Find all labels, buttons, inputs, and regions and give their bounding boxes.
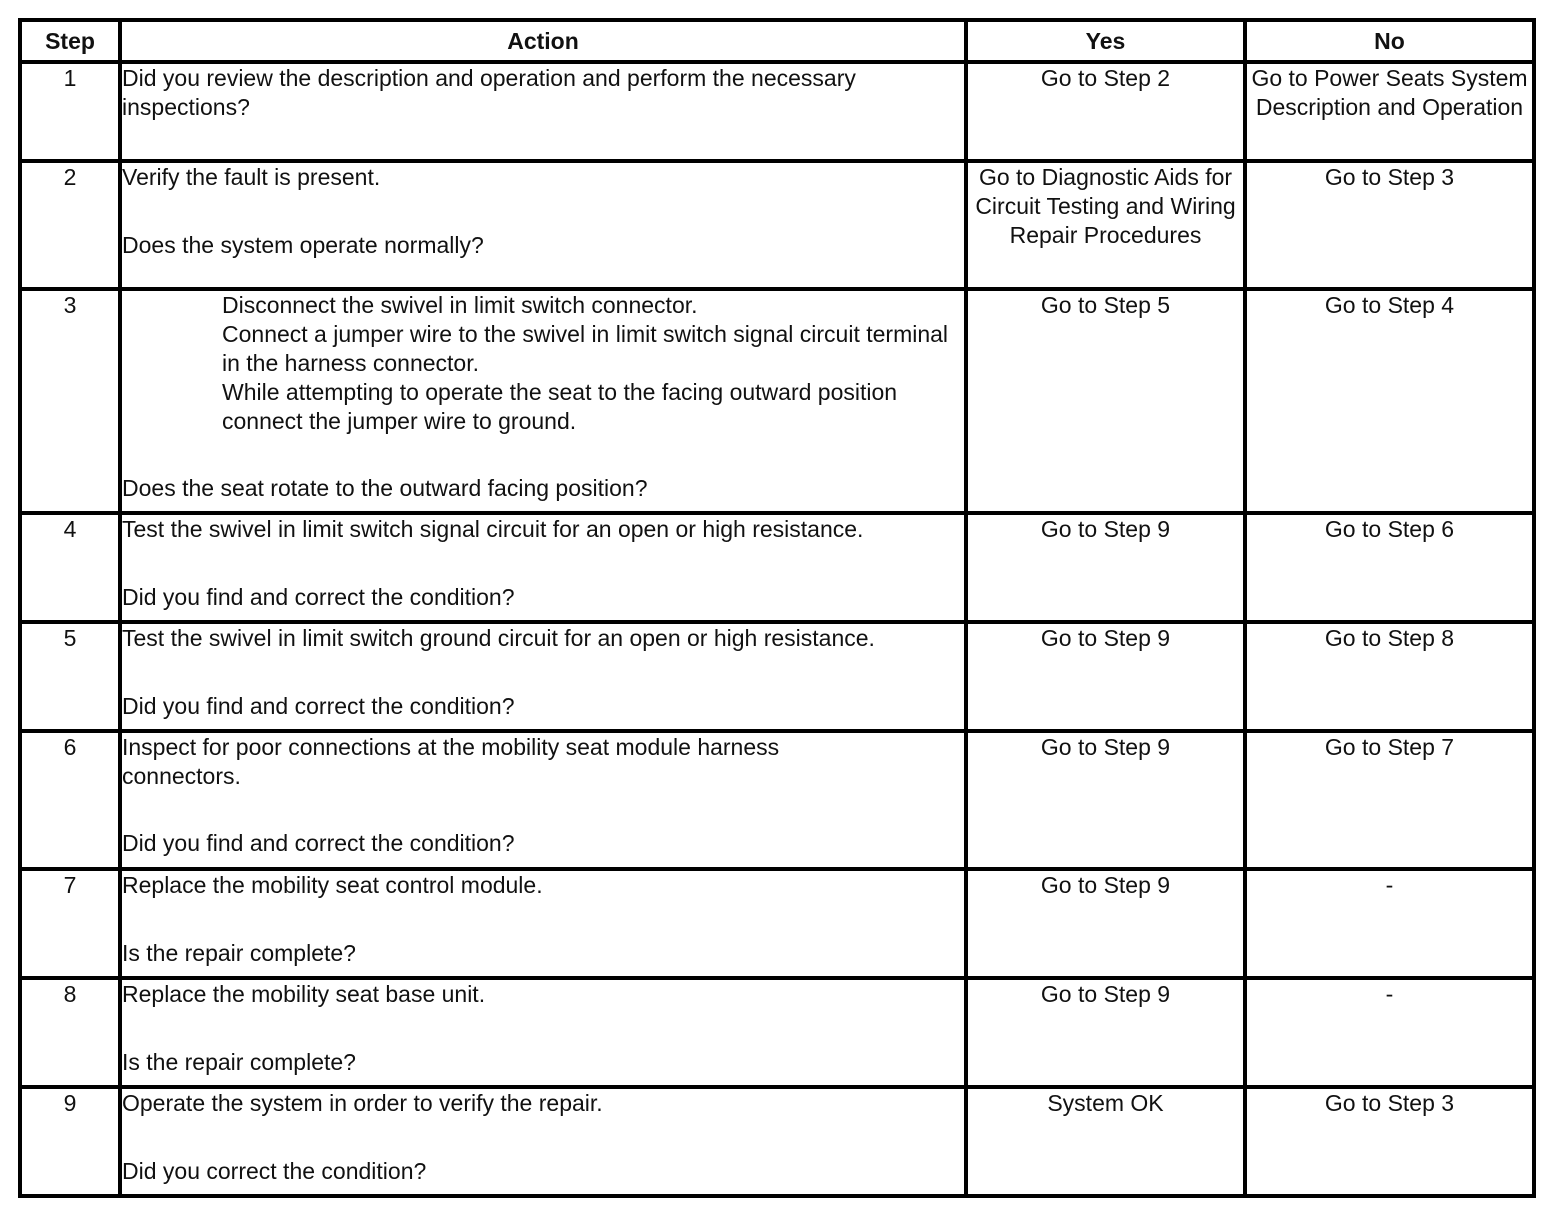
yes-cell: Go to Step 9	[966, 513, 1245, 622]
no-cell: Go to Step 6	[1245, 513, 1534, 622]
action-question: Did you find and correct the condition?	[122, 693, 515, 719]
action-cell	[120, 513, 966, 622]
action-question: Is the repair complete?	[122, 1049, 356, 1075]
yes-cell: System OK	[966, 1087, 1245, 1196]
yes-cell: Go to Step 9	[966, 731, 1245, 869]
yes-cell: Go to Step 5	[966, 289, 1245, 513]
yes-cell: Go to Step 2	[966, 62, 1245, 161]
no-cell: -	[1245, 869, 1534, 978]
substep-item: While attempting to operate the seat to the facing outward position connect the jumper wire to ground.	[222, 379, 898, 434]
step-number: 3	[20, 289, 120, 513]
step-number: 5	[20, 622, 120, 731]
action-text: Test the swivel in limit switch signal circuit for an open or high resistance.	[122, 516, 864, 542]
step-number: 4	[20, 513, 120, 622]
action-cell	[120, 978, 966, 1087]
table-row	[20, 731, 1534, 869]
table-row	[20, 161, 1534, 289]
action-question: Is the repair complete?	[122, 940, 356, 966]
yes-cell: Go to Step 9	[966, 978, 1245, 1087]
action-cell	[120, 62, 966, 161]
table-row	[20, 289, 1534, 513]
step-number: 9	[20, 1087, 120, 1196]
no-cell: Go to Step 3	[1245, 1087, 1534, 1196]
yes-cell: Go to Diagnostic Aids for Circuit Testing and Wiring Repair Procedures	[966, 161, 1245, 289]
action-text: Replace the mobility seat control module.	[122, 872, 543, 898]
yes-cell: Go to Step 9	[966, 869, 1245, 978]
step-number: 1	[20, 62, 120, 161]
action-text: Inspect for poor connections at the mobility seat module harness connectors.	[122, 734, 780, 789]
action-text: Verify the fault is present.	[122, 164, 381, 190]
action-cell	[120, 731, 966, 869]
step-number: 8	[20, 978, 120, 1087]
action-question: Does the seat rotate to the outward facing position?	[122, 475, 648, 501]
table-row	[20, 513, 1534, 622]
action-text: Did you review the description and operation and perform the necessary inspections?	[122, 65, 856, 120]
action-text: Test the swivel in limit switch ground circuit for an open or high resistance.	[122, 625, 875, 651]
action-cell	[120, 1087, 966, 1196]
table-row	[20, 1087, 1534, 1196]
action-question: Does the system operate normally?	[122, 232, 484, 258]
action-cell	[120, 869, 966, 978]
header-action: Action	[120, 20, 966, 62]
diagnostic-table	[18, 18, 1536, 1198]
no-cell: Go to Power Seats System Description and Operation	[1245, 62, 1534, 161]
step-number: 2	[20, 161, 120, 289]
substep-list	[122, 291, 964, 436]
table-row	[20, 978, 1534, 1087]
no-cell: Go to Step 4	[1245, 289, 1534, 513]
action-cell	[120, 622, 966, 731]
table-row	[20, 622, 1534, 731]
no-cell: -	[1245, 978, 1534, 1087]
substep-item: Disconnect the swivel in limit switch connector.	[222, 292, 698, 318]
header-row	[20, 20, 1534, 62]
action-text: Replace the mobility seat base unit.	[122, 981, 486, 1007]
table-row	[20, 869, 1534, 978]
action-question: Did you find and correct the condition?	[122, 584, 515, 610]
action-cell	[120, 161, 966, 289]
step-number: 6	[20, 731, 120, 869]
action-cell	[120, 289, 966, 513]
header-step: Step	[20, 20, 120, 62]
no-cell: Go to Step 3	[1245, 161, 1534, 289]
no-cell: Go to Step 8	[1245, 622, 1534, 731]
table-row	[20, 62, 1534, 161]
substep-item: Connect a jumper wire to the swivel in limit switch signal circuit terminal in the harness connector.	[222, 321, 949, 376]
header-no: No	[1245, 20, 1534, 62]
action-question: Did you correct the condition?	[122, 1158, 427, 1184]
yes-cell: Go to Step 9	[966, 622, 1245, 731]
step-number: 7	[20, 869, 120, 978]
header-yes: Yes	[966, 20, 1245, 62]
action-text: Operate the system in order to verify the repair.	[122, 1090, 603, 1116]
no-cell: Go to Step 7	[1245, 731, 1534, 869]
action-question: Did you find and correct the condition?	[122, 830, 515, 856]
